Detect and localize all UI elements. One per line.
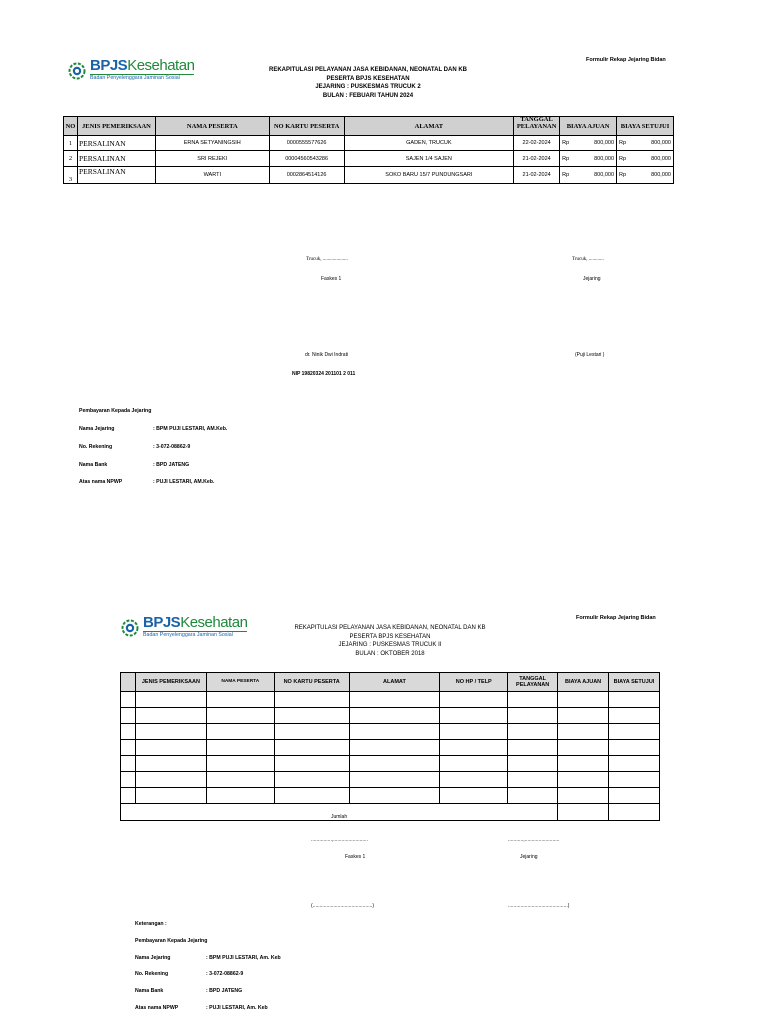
sign-left-name: (...........................................) xyxy=(311,903,375,909)
logo-subtitle: Badan Penyelenggara Jaminan Sosial xyxy=(90,74,194,81)
cell-kartu: 0002864514126 xyxy=(269,167,344,184)
cell-no: 2 xyxy=(64,151,78,167)
cell-jenis: PERSALINAN xyxy=(77,136,155,151)
sign-right-role: Jejaring xyxy=(583,276,601,282)
col-header: BIAYA AJUAN xyxy=(558,673,609,692)
sign-left-place: Trucuk, .................... xyxy=(306,257,348,262)
col-header: JENIS PEMERIKSAAN xyxy=(77,117,155,136)
col-header: BIAYA AJUAN xyxy=(560,117,617,136)
col-header: NAMA PESERTA xyxy=(206,673,274,692)
table-header-row xyxy=(121,673,660,692)
col-header: ALAMAT xyxy=(349,673,440,692)
logo-subtitle: Badan Penyelenggara Jaminan Sosial xyxy=(143,631,247,638)
payment-value: : 3-072-08862-9 xyxy=(153,444,191,450)
table-row xyxy=(64,167,674,184)
report-header xyxy=(262,624,518,658)
cell-jenis: PERSALINAN xyxy=(77,151,155,167)
col-header: NO xyxy=(64,117,78,136)
rekap-table-1 xyxy=(63,116,674,184)
cell-kartu: 00004560543286 xyxy=(269,151,344,167)
payment-label: No. Rekening xyxy=(79,444,113,450)
col-header: NO KARTU PESERTA xyxy=(274,673,349,692)
header-line: PESERTA BPJS KESEHATAN xyxy=(349,633,431,640)
cell-nama: ERNA SETYANINGSIH xyxy=(155,136,269,151)
bpjs-emblem-icon xyxy=(121,618,139,636)
form-title: Formulir Rekap Jejaring Bidan xyxy=(586,57,666,63)
cell-kartu: 0000555577626 xyxy=(269,136,344,151)
sign-right-name: (Puji Lestari ) xyxy=(575,352,605,358)
jumlah-row xyxy=(121,804,660,821)
sign-right-place: Trucuk, ............ xyxy=(572,257,604,262)
table-row xyxy=(121,772,660,788)
payment-value: : BPM PUJI LESTARI, AM.Keb. xyxy=(153,426,228,432)
header-line: JEJARING : PUSKESMAS TRUCUK II xyxy=(338,642,442,648)
col-header: BIAYA SETUJUI xyxy=(609,673,660,692)
logo-brand-a: BPJS xyxy=(143,614,181,631)
col-header: ALAMAT xyxy=(344,117,514,136)
col-header: NO KARTU PESERTA xyxy=(269,117,344,136)
table-row xyxy=(121,724,660,740)
payment-label: Nama Jejaring xyxy=(135,955,171,961)
logo-brand-a: BPJS xyxy=(90,57,128,74)
cell-ajuan: Rp 800,000 xyxy=(560,151,617,167)
jumlah-label: Jumlah xyxy=(121,804,558,821)
header-line: BULAN : FEBUARI TAHUN 2024 xyxy=(322,92,414,99)
payment-label: No. Rekening xyxy=(135,971,169,977)
keterangan: Keterangan : xyxy=(135,921,167,927)
report-header xyxy=(230,66,506,100)
payment-label: Nama Bank xyxy=(135,988,164,994)
header-line: REKAPITULASI PELAYANAN JASA KEBIDANAN, NEONATAL DAN KB xyxy=(268,67,468,73)
sign-left-dots: ...............,......................... xyxy=(311,837,368,843)
payment-title: Pembayaran Kepada Jejaring xyxy=(79,408,152,414)
bpjs-emblem-icon xyxy=(68,61,86,79)
cell-no: 1 xyxy=(64,136,78,151)
cell-tanggal: 21-02-2024 xyxy=(514,167,560,184)
col-header: JENIS PEMERIKSAAN xyxy=(135,673,206,692)
payment-label: Nama Bank xyxy=(79,462,108,468)
col-header: TANGGAL PELAYANAN xyxy=(514,117,560,136)
payment-title: Pembayaran Kepada Jejaring xyxy=(135,938,208,944)
table-row xyxy=(121,692,660,708)
form-title: Formulir Rekap Jejaring Bidan xyxy=(576,615,656,621)
payment-value: : PUJI LESTARI, Am. Keb xyxy=(206,1005,268,1011)
sign-left-role: Faskes 1 xyxy=(345,854,366,860)
payment-value: : BPM PUJI LESTARI, Am. Keb xyxy=(206,955,281,961)
payment-label: Nama Jejaring xyxy=(79,426,115,432)
col-header: TANGGAL PELAYANAN xyxy=(508,673,558,692)
payment-label: Atas nama NPWP xyxy=(79,479,123,485)
cell-setuju: Rp 800,000 xyxy=(617,151,674,167)
header-line: PESERTA BPJS KESEHATAN xyxy=(326,75,410,82)
table-row xyxy=(121,708,660,724)
col-header-blank xyxy=(121,673,136,692)
col-header: NAMA PESERTA xyxy=(155,117,269,136)
bpjs-logo-2 xyxy=(121,615,247,638)
payment-value: : 3-072-08862-9 xyxy=(206,971,244,977)
table-row xyxy=(121,788,660,804)
table-row xyxy=(121,740,660,756)
cell-ajuan: Rp 800,000 xyxy=(560,136,617,151)
payment-label: Atas nama NPWP xyxy=(135,1005,179,1011)
rekap-table-2 xyxy=(120,672,660,821)
table-header-row xyxy=(64,117,674,136)
cell-alamat: SOKO BARU 15/7 PUNDUNGSARI xyxy=(344,167,514,184)
sign-left-role: Faskes 1 xyxy=(321,276,342,282)
sign-right-name: ...........................................) xyxy=(508,903,570,909)
cell-alamat: SAJEN 1/4 SAJEN xyxy=(344,151,514,167)
payment-value: : PUJI LESTARI, AM.Keb. xyxy=(153,479,215,485)
table-row xyxy=(121,756,660,772)
logo-brand-b: Kesehatan xyxy=(180,614,248,631)
cell-nama: SRI REJEKI xyxy=(155,151,269,167)
cell-setuju: Rp 800,000 xyxy=(617,167,674,184)
cell-setuju: Rp 800,000 xyxy=(617,136,674,151)
header-line: REKAPITULASI PELAYANAN JASA KEBIDANAN, NEONATAL DAN KB xyxy=(294,625,486,631)
cell-tanggal: 22-02-2024 xyxy=(514,136,560,151)
cell-nama: WARTI xyxy=(155,167,269,184)
cell-tanggal: 21-02-2024 xyxy=(514,151,560,167)
header-line: BULAN : OKTOBER 2018 xyxy=(355,650,425,657)
cell-jenis: PERSALINAN xyxy=(77,167,155,184)
col-header: BIAYA SETUJUI xyxy=(617,117,674,136)
nip: NIP 19820324 201101 2 011 xyxy=(292,371,356,377)
cell-ajuan: Rp 800,000 xyxy=(560,167,617,184)
cell-alamat: GADEN, TRUCUK xyxy=(344,136,514,151)
cell-no: 3 xyxy=(64,167,78,184)
logo-brand-b: Kesehatan xyxy=(127,57,195,74)
table-row xyxy=(64,136,674,151)
sign-right-dots: ...........,......................... xyxy=(508,837,560,843)
payment-value: : BPD JATENG xyxy=(153,462,190,468)
col-header: NO HP / TELP xyxy=(440,673,508,692)
table-row xyxy=(64,151,674,167)
payment-value: : BPD JATENG xyxy=(206,988,243,994)
sign-left-name: dr. Ninik Dwi Indrati xyxy=(305,352,349,358)
header-line: JEJARING : PUSKESMAS TRUCUK 2 xyxy=(315,84,421,90)
bpjs-logo-1 xyxy=(68,58,194,81)
sign-right-role: Jejaring xyxy=(520,854,538,860)
